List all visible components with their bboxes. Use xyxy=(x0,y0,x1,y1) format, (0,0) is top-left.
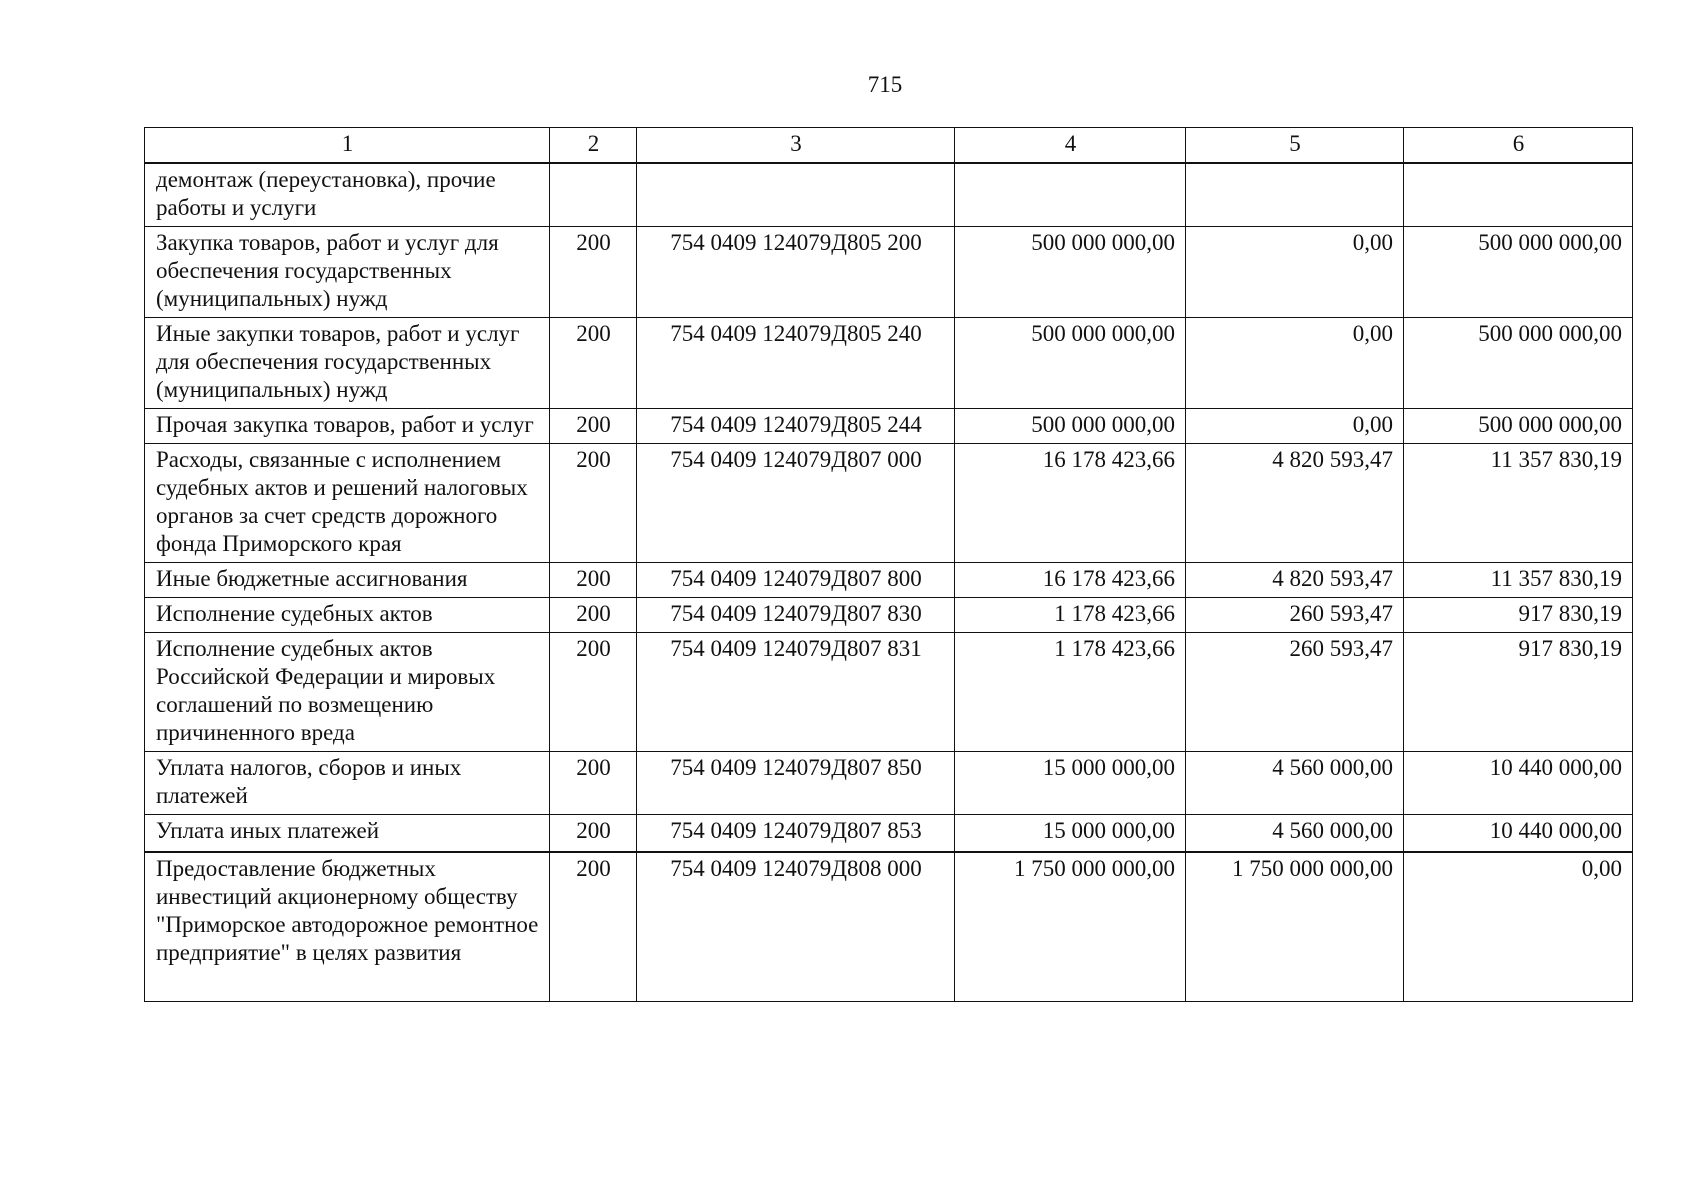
row-value-5: 4 820 593,47 xyxy=(1186,563,1404,598)
table-row xyxy=(145,815,1633,853)
row-code-2: 200 xyxy=(550,598,637,633)
table-row xyxy=(145,227,1633,318)
row-code-3: 754 0409 124079Д805 200 xyxy=(637,227,955,318)
row-name: Уплата налогов, сборов и иных платежей xyxy=(145,752,550,815)
row-value-5: 0,00 xyxy=(1186,409,1404,444)
table-row xyxy=(145,163,1633,227)
row-value-5: 0,00 xyxy=(1186,318,1404,409)
row-code-3 xyxy=(637,163,955,227)
row-code-3: 754 0409 124079Д807 800 xyxy=(637,563,955,598)
page-number: 715 xyxy=(867,72,903,97)
row-code-3: 754 0409 124079Д807 850 xyxy=(637,752,955,815)
row-value-4: 16 178 423,66 xyxy=(955,563,1186,598)
row-code-3: 754 0409 124079Д805 240 xyxy=(637,318,955,409)
row-code-3: 754 0409 124079Д807 000 xyxy=(637,444,955,563)
row-name: Иные закупки товаров, работ и услуг для обеспечения государственных (муниципальных) нужд xyxy=(145,318,550,409)
row-value-5: 0,00 xyxy=(1186,227,1404,318)
column-header: 2 xyxy=(550,128,637,164)
table-row xyxy=(145,563,1633,598)
column-header: 4 xyxy=(955,128,1186,164)
row-code-3: 754 0409 124079Д808 000 xyxy=(637,852,955,1002)
row-name: Исполнение судебных актов Российской Федерации и мировых соглашений по возмещению причиненного вреда xyxy=(145,633,550,752)
row-code-2: 200 xyxy=(550,563,637,598)
row-value-6: 500 000 000,00 xyxy=(1404,318,1633,409)
row-value-6: 500 000 000,00 xyxy=(1404,227,1633,318)
row-code-2: 200 xyxy=(550,815,637,853)
row-name: Предоставление бюджетных инвестиций акционерному обществу "Приморское автодорожное ремонтное предприятие" в целях развития xyxy=(145,852,550,1002)
row-code-2: 200 xyxy=(550,444,637,563)
row-value-5: 260 593,47 xyxy=(1186,633,1404,752)
row-code-2: 200 xyxy=(550,227,637,318)
row-code-3: 754 0409 124079Д807 830 xyxy=(637,598,955,633)
row-value-6 xyxy=(1404,163,1633,227)
table-row xyxy=(145,598,1633,633)
row-value-6: 10 440 000,00 xyxy=(1404,752,1633,815)
row-value-4: 16 178 423,66 xyxy=(955,444,1186,563)
row-name: Закупка товаров, работ и услуг для обеспечения государственных (муниципальных) нужд xyxy=(145,227,550,318)
row-value-4: 1 178 423,66 xyxy=(955,598,1186,633)
row-value-5: 1 750 000 000,00 xyxy=(1186,852,1404,1002)
table-row xyxy=(145,852,1633,1002)
row-code-3: 754 0409 124079Д807 853 xyxy=(637,815,955,853)
row-name: Иные бюджетные ассигнования xyxy=(145,563,550,598)
row-value-4 xyxy=(955,163,1186,227)
table-row xyxy=(145,444,1633,563)
row-code-2 xyxy=(550,163,637,227)
row-value-6: 11 357 830,19 xyxy=(1404,444,1633,563)
column-header: 3 xyxy=(637,128,955,164)
row-name: Прочая закупка товаров, работ и услуг xyxy=(145,409,550,444)
row-name: Исполнение судебных актов xyxy=(145,598,550,633)
row-name: демонтаж (переустановка), прочие работы и услуги xyxy=(145,163,550,227)
row-value-4: 15 000 000,00 xyxy=(955,815,1186,853)
row-code-2: 200 xyxy=(550,752,637,815)
budget-table xyxy=(144,127,1633,1002)
row-value-4: 500 000 000,00 xyxy=(955,227,1186,318)
row-value-6: 10 440 000,00 xyxy=(1404,815,1633,853)
row-value-6: 917 830,19 xyxy=(1404,633,1633,752)
row-code-2: 200 xyxy=(550,633,637,752)
row-code-2: 200 xyxy=(550,318,637,409)
table-row xyxy=(145,633,1633,752)
column-header: 6 xyxy=(1404,128,1633,164)
column-header: 5 xyxy=(1186,128,1404,164)
row-value-5: 4 560 000,00 xyxy=(1186,815,1404,853)
row-name: Уплата иных платежей xyxy=(145,815,550,853)
row-value-4: 1 750 000 000,00 xyxy=(955,852,1186,1002)
row-value-6: 11 357 830,19 xyxy=(1404,563,1633,598)
row-value-5 xyxy=(1186,163,1404,227)
table-header-row xyxy=(145,128,1633,164)
row-value-4: 500 000 000,00 xyxy=(955,318,1186,409)
row-name: Расходы, связанные с исполнением судебных актов и решений налоговых органов за счет средств дорожного фонда Приморского края xyxy=(145,444,550,563)
row-value-6: 0,00 xyxy=(1404,852,1633,1002)
row-value-5: 4 820 593,47 xyxy=(1186,444,1404,563)
row-value-5: 4 560 000,00 xyxy=(1186,752,1404,815)
row-code-3: 754 0409 124079Д807 831 xyxy=(637,633,955,752)
row-value-4: 15 000 000,00 xyxy=(955,752,1186,815)
table-row xyxy=(145,409,1633,444)
column-header: 1 xyxy=(145,128,550,164)
row-value-6: 500 000 000,00 xyxy=(1404,409,1633,444)
row-value-5: 260 593,47 xyxy=(1186,598,1404,633)
row-code-2: 200 xyxy=(550,852,637,1002)
table-row xyxy=(145,752,1633,815)
row-code-3: 754 0409 124079Д805 244 xyxy=(637,409,955,444)
table-row xyxy=(145,318,1633,409)
row-value-6: 917 830,19 xyxy=(1404,598,1633,633)
row-value-4: 1 178 423,66 xyxy=(955,633,1186,752)
row-code-2: 200 xyxy=(550,409,637,444)
row-value-4: 500 000 000,00 xyxy=(955,409,1186,444)
